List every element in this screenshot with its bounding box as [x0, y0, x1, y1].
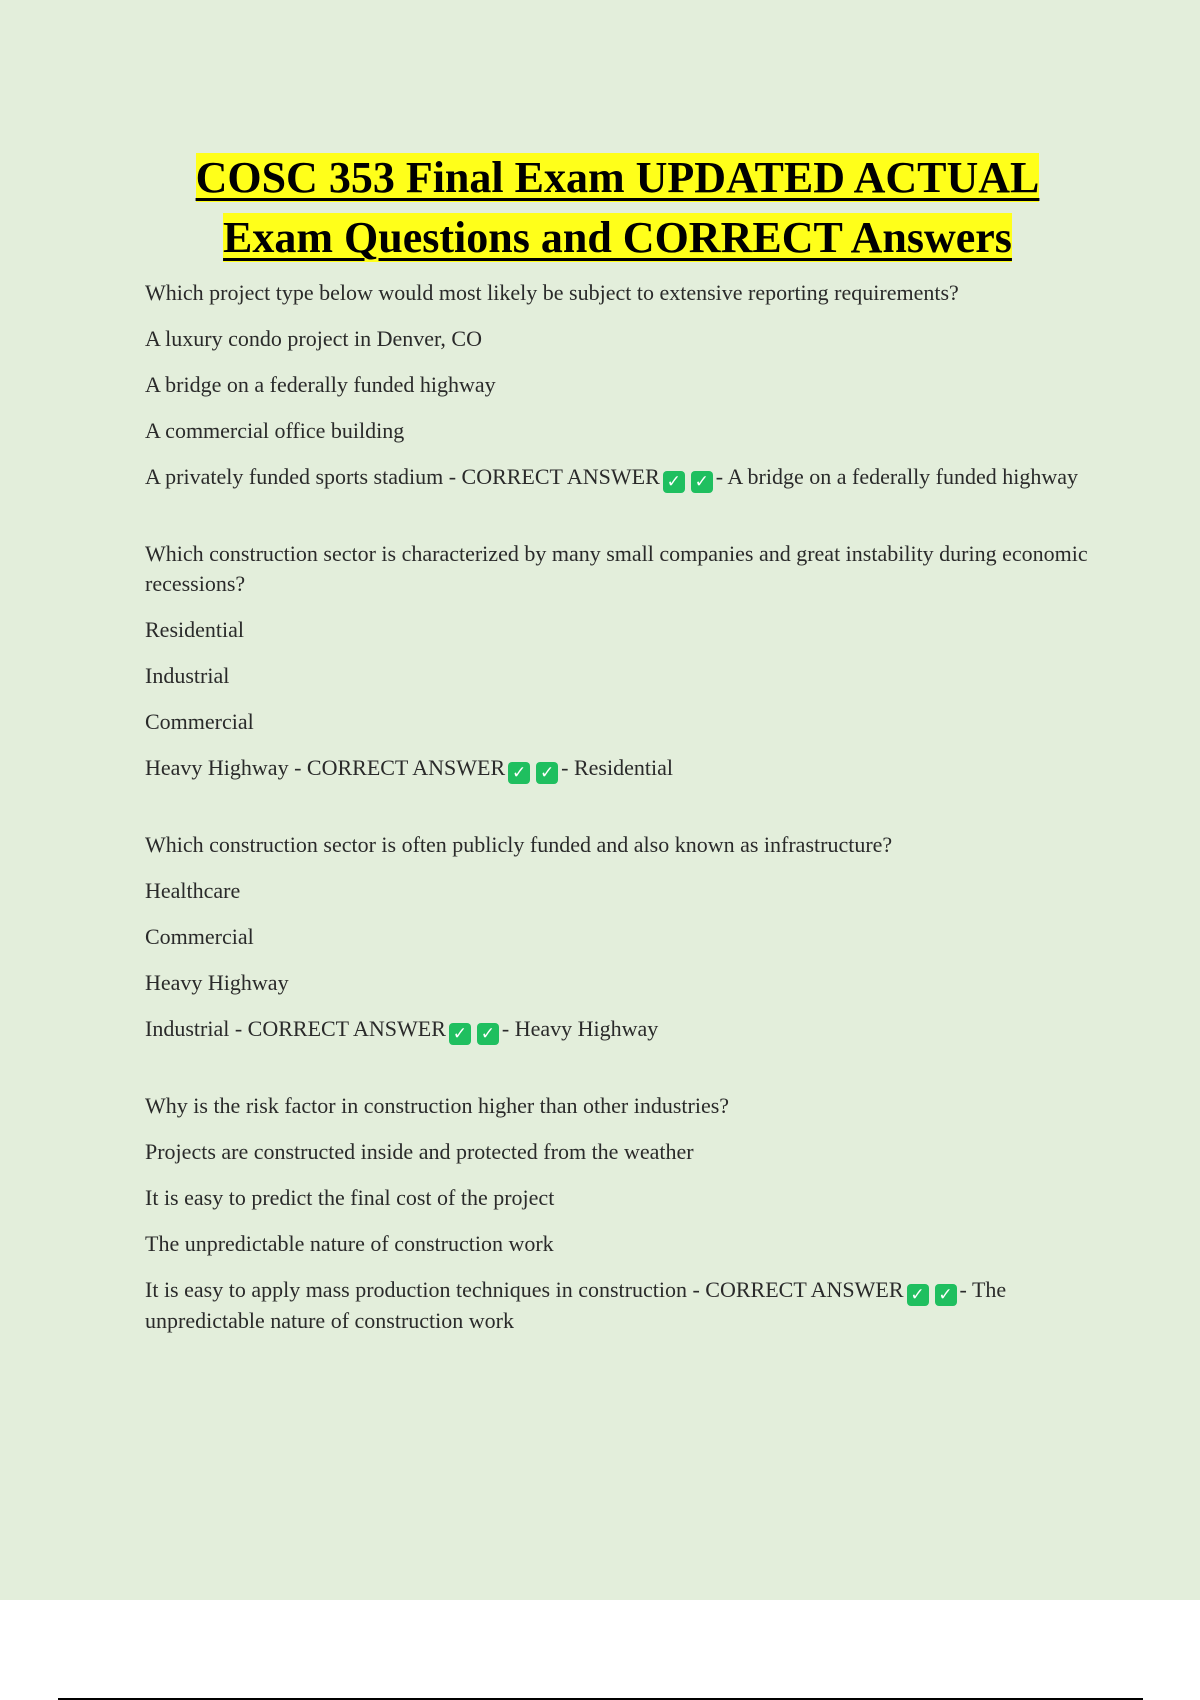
- answer-option-last: Heavy Highway: [145, 755, 289, 780]
- check-mark-icon: ✓: [508, 762, 530, 784]
- correct-answer-label: - CORRECT ANSWER: [448, 464, 660, 489]
- correct-answer-label: - CORRECT ANSWER: [692, 1277, 904, 1302]
- check-mark-icon: ✓: [907, 1284, 929, 1306]
- answer-option: Industrial: [145, 663, 230, 688]
- question-text: Which project type below would most likely be subject to extensive reporting requirements?: [145, 280, 959, 305]
- check-mark-icon: ✓: [449, 1023, 471, 1045]
- answer-option: The unpredictable nature of construction work: [145, 1231, 554, 1256]
- check-mark-icon: ✓: [663, 471, 685, 493]
- question-block-4: [145, 1091, 1095, 1336]
- document-title: [60, 148, 1175, 268]
- question-block-3: [145, 830, 1095, 1045]
- question-block-1: [145, 278, 1095, 493]
- answer-option: Commercial: [145, 709, 254, 734]
- correct-answer-value: - Residential: [561, 755, 673, 780]
- correct-answer-value: - The unpredictable nature of construction work: [145, 1277, 1007, 1333]
- correct-answer-line: [145, 462, 1095, 493]
- answer-option: Heavy Highway: [145, 970, 289, 995]
- answer-option: A luxury condo project in Denver, CO: [145, 326, 482, 351]
- check-mark-icon: ✓: [691, 471, 713, 493]
- correct-answer-line: [145, 1275, 1095, 1336]
- answer-option: A bridge on a federally funded highway: [145, 372, 496, 397]
- questions-list: [145, 278, 1095, 1382]
- answer-option-last: A privately funded sports stadium: [145, 464, 444, 489]
- check-mark-icon: ✓: [477, 1023, 499, 1045]
- correct-answer-label: - CORRECT ANSWER: [234, 1016, 446, 1041]
- question-text: Why is the risk factor in construction higher than other industries?: [145, 1093, 730, 1118]
- title-line-1: COSC 353 Final Exam UPDATED ACTUAL: [195, 153, 1040, 202]
- title-line-2: Exam Questions and CORRECT Answers: [223, 213, 1012, 262]
- correct-answer-value: - Heavy Highway: [501, 1016, 659, 1041]
- question-block-2: [145, 539, 1095, 784]
- check-mark-icon: ✓: [536, 762, 558, 784]
- answer-option-last: It is easy to apply mass production techniques in construction: [145, 1277, 687, 1302]
- correct-answer-label: - CORRECT ANSWER: [294, 755, 506, 780]
- correct-answer-line: [145, 753, 1095, 784]
- correct-answer-value: - A bridge on a federally funded highway: [715, 464, 1079, 489]
- answer-option-last: Industrial: [145, 1016, 230, 1041]
- answer-option: Residential: [145, 617, 244, 642]
- answer-option: Healthcare: [145, 878, 241, 903]
- answer-option: Projects are constructed inside and protected from the weather: [145, 1139, 694, 1164]
- question-text: Which construction sector is often publicly funded and also known as infrastructure?: [145, 832, 893, 857]
- question-text: Which construction sector is characterized by many small companies and great instability during economic recessions?: [145, 541, 1088, 596]
- answer-option: Commercial: [145, 924, 254, 949]
- correct-answer-line: [145, 1014, 1095, 1045]
- answer-option: It is easy to predict the final cost of the project: [145, 1185, 555, 1210]
- answer-option: A commercial office building: [145, 418, 405, 443]
- check-mark-icon: ✓: [935, 1284, 957, 1306]
